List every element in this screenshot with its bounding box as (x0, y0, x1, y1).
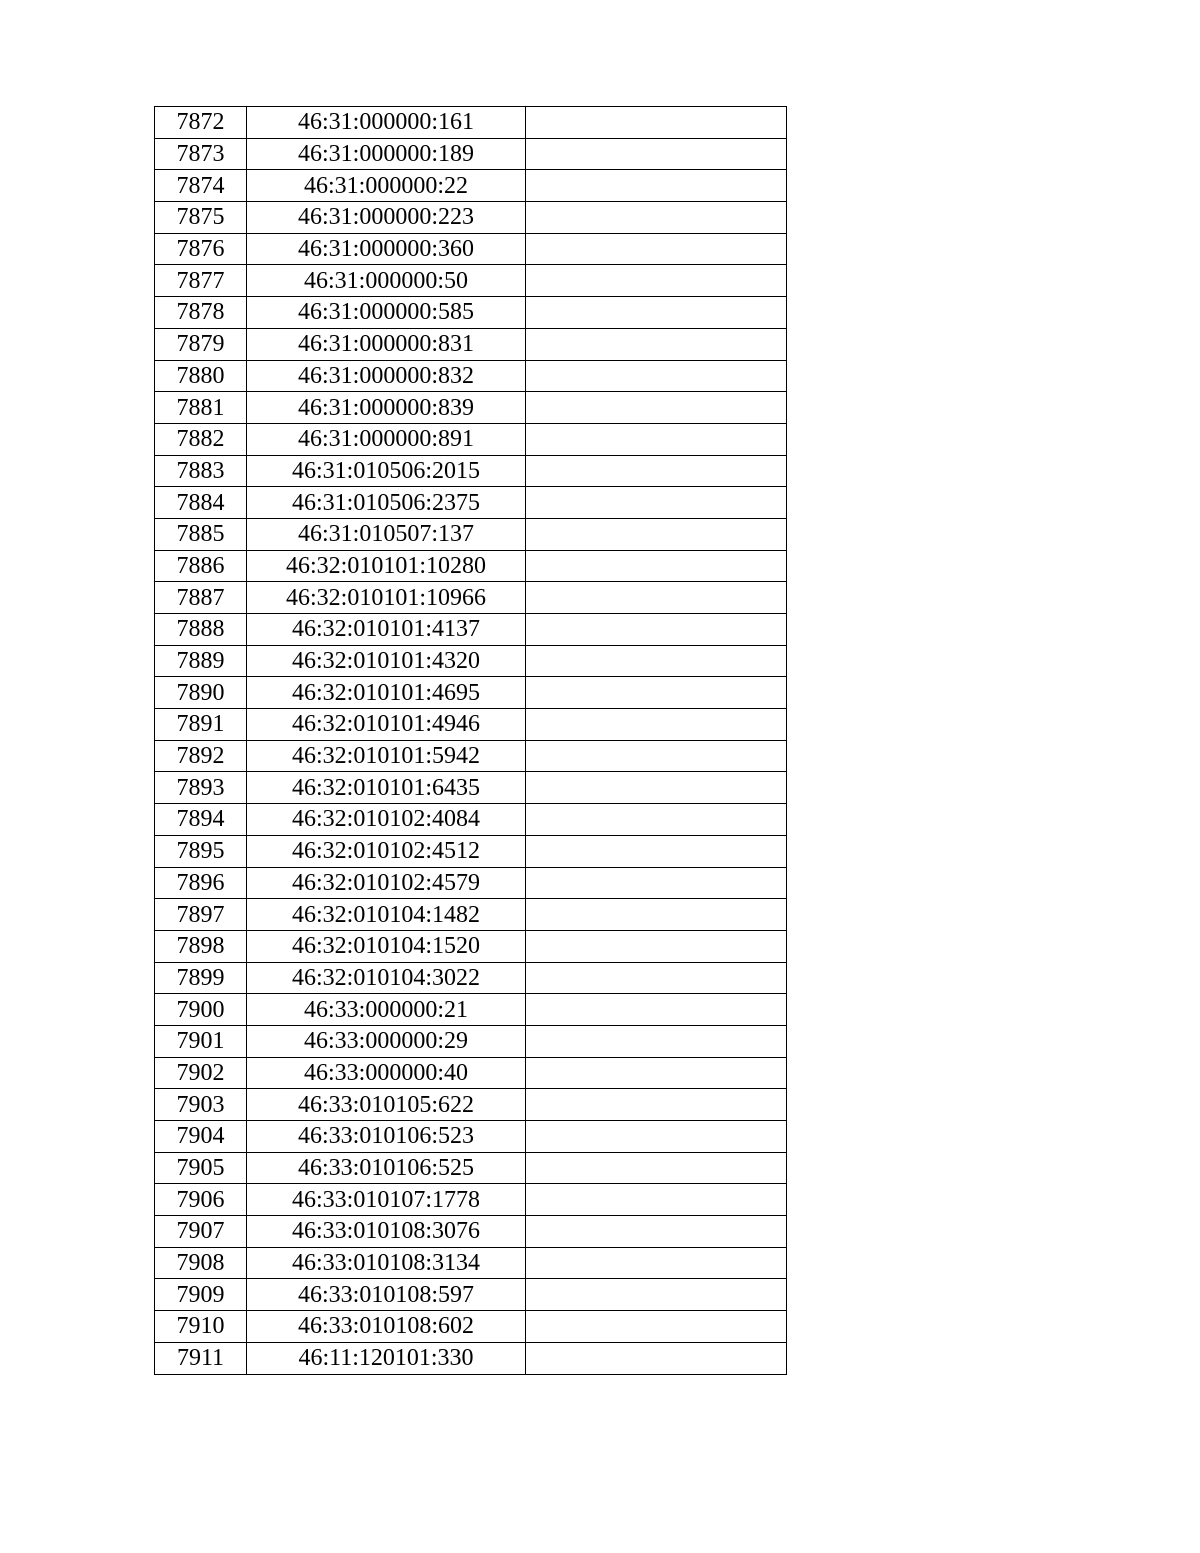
cadastral-number-cell: 46:31:000000:189 (247, 138, 526, 170)
empty-cell (526, 1216, 787, 1248)
row-number-cell: 7901 (155, 1025, 247, 1057)
table-row (155, 804, 787, 836)
table-row (155, 487, 787, 519)
table-row (155, 1216, 787, 1248)
cadastral-number-cell: 46:33:010106:523 (247, 1121, 526, 1153)
empty-cell (526, 1247, 787, 1279)
row-number-cell: 7900 (155, 994, 247, 1026)
table-row (155, 265, 787, 297)
cadastral-number-cell: 46:32:010102:4084 (247, 804, 526, 836)
row-number-cell: 7906 (155, 1184, 247, 1216)
table-row (155, 107, 787, 139)
cadastral-number-cell: 46:32:010102:4579 (247, 867, 526, 899)
table-row (155, 1342, 787, 1374)
document-page (154, 106, 787, 1375)
empty-cell (526, 1342, 787, 1374)
empty-cell (526, 550, 787, 582)
cadastral-number-cell: 46:32:010101:4695 (247, 677, 526, 709)
empty-cell (526, 867, 787, 899)
empty-cell (526, 1311, 787, 1343)
empty-cell (526, 1279, 787, 1311)
row-number-cell: 7895 (155, 835, 247, 867)
cadastral-number-cell: 46:31:000000:223 (247, 202, 526, 234)
cadastral-number-cell: 46:33:010108:602 (247, 1311, 526, 1343)
empty-cell (526, 772, 787, 804)
table-row (155, 202, 787, 234)
row-number-cell: 7888 (155, 614, 247, 646)
empty-cell (526, 930, 787, 962)
row-number-cell: 7872 (155, 107, 247, 139)
row-number-cell: 7875 (155, 202, 247, 234)
cadastral-number-cell: 46:31:000000:839 (247, 392, 526, 424)
cadastral-number-cell: 46:31:000000:891 (247, 423, 526, 455)
cadastral-number-cell: 46:31:000000:585 (247, 297, 526, 329)
row-number-cell: 7911 (155, 1342, 247, 1374)
table-row (155, 709, 787, 741)
table-row (155, 867, 787, 899)
cadastral-number-cell: 46:32:010102:4512 (247, 835, 526, 867)
row-number-cell: 7892 (155, 740, 247, 772)
cadastral-number-cell: 46:31:000000:50 (247, 265, 526, 297)
empty-cell (526, 994, 787, 1026)
table-row (155, 550, 787, 582)
empty-cell (526, 962, 787, 994)
row-number-cell: 7886 (155, 550, 247, 582)
row-number-cell: 7908 (155, 1247, 247, 1279)
table-row (155, 423, 787, 455)
empty-cell (526, 645, 787, 677)
empty-cell (526, 423, 787, 455)
cadastral-number-cell: 46:33:010108:597 (247, 1279, 526, 1311)
table-row (155, 1025, 787, 1057)
table-row (155, 740, 787, 772)
empty-cell (526, 582, 787, 614)
cadastral-number-cell: 46:33:010107:1778 (247, 1184, 526, 1216)
cadastral-number-cell: 46:32:010101:6435 (247, 772, 526, 804)
row-number-cell: 7874 (155, 170, 247, 202)
empty-cell (526, 233, 787, 265)
cadastral-number-cell: 46:32:010104:1520 (247, 930, 526, 962)
table-row (155, 645, 787, 677)
cadastral-number-cell: 46:31:010506:2375 (247, 487, 526, 519)
empty-cell (526, 170, 787, 202)
empty-cell (526, 835, 787, 867)
row-number-cell: 7878 (155, 297, 247, 329)
cadastral-number-cell: 46:32:010101:10280 (247, 550, 526, 582)
table-row (155, 899, 787, 931)
row-number-cell: 7873 (155, 138, 247, 170)
cadastral-number-cell: 46:32:010101:5942 (247, 740, 526, 772)
empty-cell (526, 899, 787, 931)
table-row (155, 1184, 787, 1216)
table-row (155, 1089, 787, 1121)
row-number-cell: 7879 (155, 328, 247, 360)
row-number-cell: 7904 (155, 1121, 247, 1153)
empty-cell (526, 360, 787, 392)
table-row (155, 677, 787, 709)
cadastral-number-cell: 46:33:000000:40 (247, 1057, 526, 1089)
empty-cell (526, 328, 787, 360)
empty-cell (526, 1184, 787, 1216)
empty-cell (526, 107, 787, 139)
table-row (155, 1279, 787, 1311)
cadastral-number-cell: 46:32:010101:4946 (247, 709, 526, 741)
row-number-cell: 7903 (155, 1089, 247, 1121)
empty-cell (526, 804, 787, 836)
cadastral-number-cell: 46:32:010104:1482 (247, 899, 526, 931)
cadastral-number-cell: 46:31:000000:22 (247, 170, 526, 202)
cadastral-number-cell: 46:31:010507:137 (247, 518, 526, 550)
table-row (155, 930, 787, 962)
empty-cell (526, 740, 787, 772)
empty-cell (526, 1121, 787, 1153)
table-row (155, 582, 787, 614)
empty-cell (526, 614, 787, 646)
table-row (155, 1311, 787, 1343)
table-row (155, 1247, 787, 1279)
row-number-cell: 7909 (155, 1279, 247, 1311)
table-row (155, 170, 787, 202)
table-row (155, 328, 787, 360)
cadastral-number-cell: 46:33:010108:3134 (247, 1247, 526, 1279)
table-row (155, 360, 787, 392)
row-number-cell: 7907 (155, 1216, 247, 1248)
row-number-cell: 7899 (155, 962, 247, 994)
cadastral-number-cell: 46:31:010506:2015 (247, 455, 526, 487)
empty-cell (526, 138, 787, 170)
table-row (155, 962, 787, 994)
empty-cell (526, 297, 787, 329)
cadastral-number-cell: 46:11:120101:330 (247, 1342, 526, 1374)
cadastral-number-cell: 46:32:010101:10966 (247, 582, 526, 614)
row-number-cell: 7910 (155, 1311, 247, 1343)
row-number-cell: 7902 (155, 1057, 247, 1089)
row-number-cell: 7876 (155, 233, 247, 265)
table-row (155, 518, 787, 550)
cadastral-number-cell: 46:32:010101:4137 (247, 614, 526, 646)
cadastral-number-cell: 46:33:010106:525 (247, 1152, 526, 1184)
row-number-cell: 7884 (155, 487, 247, 519)
row-number-cell: 7881 (155, 392, 247, 424)
table-row (155, 392, 787, 424)
table-row (155, 614, 787, 646)
table-row (155, 1152, 787, 1184)
cadastral-number-cell: 46:32:010104:3022 (247, 962, 526, 994)
row-number-cell: 7890 (155, 677, 247, 709)
row-number-cell: 7885 (155, 518, 247, 550)
row-number-cell: 7882 (155, 423, 247, 455)
empty-cell (526, 202, 787, 234)
cadastral-number-cell: 46:33:010108:3076 (247, 1216, 526, 1248)
empty-cell (526, 487, 787, 519)
table-row (155, 455, 787, 487)
empty-cell (526, 455, 787, 487)
cadastral-number-cell: 46:31:000000:161 (247, 107, 526, 139)
cadastral-number-cell: 46:31:000000:831 (247, 328, 526, 360)
empty-cell (526, 1152, 787, 1184)
row-number-cell: 7891 (155, 709, 247, 741)
table-body (155, 107, 787, 1375)
row-number-cell: 7889 (155, 645, 247, 677)
cadastral-number-cell: 46:33:000000:29 (247, 1025, 526, 1057)
cadastral-number-cell: 46:33:010105:622 (247, 1089, 526, 1121)
row-number-cell: 7897 (155, 899, 247, 931)
row-number-cell: 7883 (155, 455, 247, 487)
empty-cell (526, 1057, 787, 1089)
row-number-cell: 7887 (155, 582, 247, 614)
row-number-cell: 7896 (155, 867, 247, 899)
table-row (155, 1121, 787, 1153)
table-row (155, 233, 787, 265)
table-row (155, 1057, 787, 1089)
table-row (155, 835, 787, 867)
row-number-cell: 7894 (155, 804, 247, 836)
row-number-cell: 7905 (155, 1152, 247, 1184)
empty-cell (526, 1025, 787, 1057)
cadastral-number-cell: 46:31:000000:832 (247, 360, 526, 392)
row-number-cell: 7893 (155, 772, 247, 804)
empty-cell (526, 709, 787, 741)
empty-cell (526, 392, 787, 424)
row-number-cell: 7880 (155, 360, 247, 392)
empty-cell (526, 677, 787, 709)
cadastral-table (154, 106, 787, 1375)
empty-cell (526, 265, 787, 297)
empty-cell (526, 518, 787, 550)
table-row (155, 772, 787, 804)
row-number-cell: 7877 (155, 265, 247, 297)
table-row (155, 994, 787, 1026)
cadastral-number-cell: 46:33:000000:21 (247, 994, 526, 1026)
empty-cell (526, 1089, 787, 1121)
table-row (155, 138, 787, 170)
cadastral-number-cell: 46:32:010101:4320 (247, 645, 526, 677)
cadastral-number-cell: 46:31:000000:360 (247, 233, 526, 265)
table-row (155, 297, 787, 329)
row-number-cell: 7898 (155, 930, 247, 962)
